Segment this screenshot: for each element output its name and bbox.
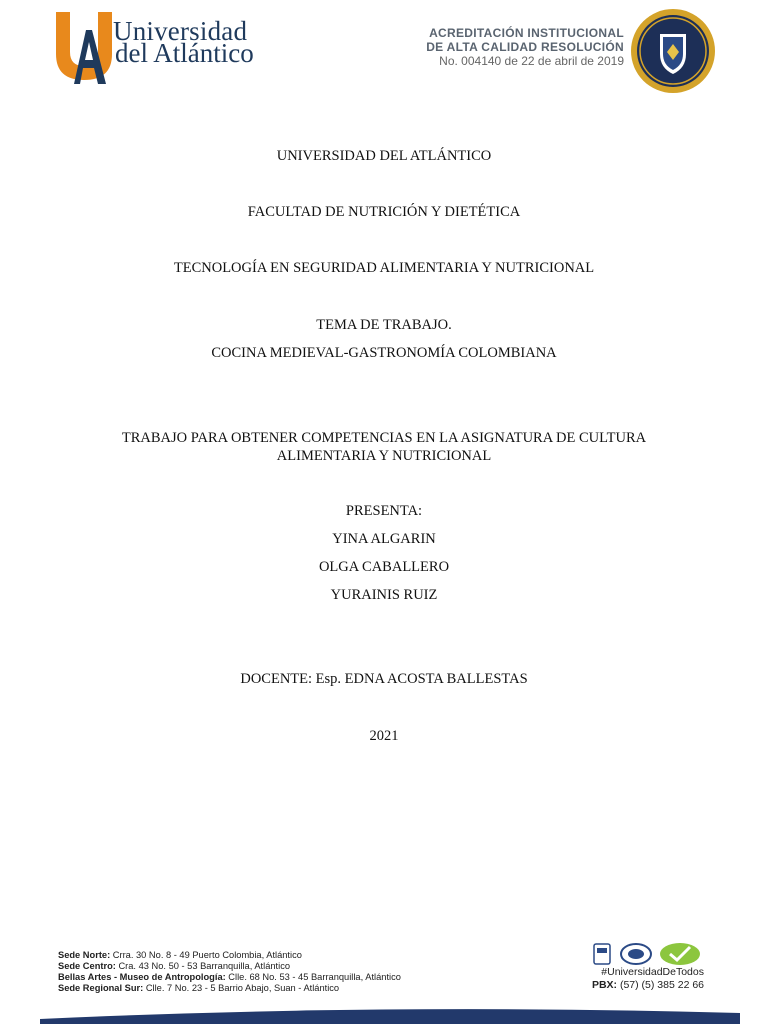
footer-decorative-bar (0, 1001, 768, 1024)
accreditation-text (426, 26, 624, 68)
cover-purpose: TRABAJO PARA OBTENER COMPETENCIAS EN LA ASIGNATURA DE CULTURA ALIMENTARIA Y NUTRICIONAL (121, 430, 647, 464)
address-label: Sede Regional Sur: (58, 983, 144, 993)
check-seal-icon (660, 943, 700, 965)
cover-author: YINA ALGARIN (332, 531, 436, 547)
accreditation-line1: ACREDITACIÓN INSTITUCIONAL (429, 26, 624, 40)
footer-address-line (58, 950, 401, 961)
university-name-line1: Universidad (113, 16, 248, 46)
cover-program: TECNOLOGÍA EN SEGURIDAD ALIMENTARIA Y NUTRICIONAL (173, 260, 595, 276)
footer-addresses (58, 950, 401, 994)
cover-university: UNIVERSIDAD DEL ATLÁNTICO (276, 148, 492, 164)
certification-badge-icon (594, 944, 610, 964)
address-text: Clle. 7 No. 23 - 5 Barrio Abajo, Suan - Atlántico (143, 983, 340, 993)
university-name-line2: del Atlántico (115, 38, 254, 68)
address-label: Sede Centro: (58, 961, 116, 971)
pbx-label: PBX: (591, 979, 618, 991)
cover-faculty: FACULTAD DE NUTRICIÓN Y DIETÉTICA (247, 204, 521, 220)
cover-teacher: DOCENTE: Esp. EDNA ACOSTA BALLESTAS (240, 671, 528, 687)
address-label: Sede Norte: (58, 950, 111, 960)
footer-hashtag: #UniversidadDeTodos (601, 966, 704, 978)
accreditation-line2: DE ALTA CALIDAD RESOLUCIÓN (426, 40, 624, 54)
pbx-number: (57) (5) 385 22 66 (617, 979, 704, 991)
footer-contact (592, 966, 704, 992)
address-text: Crra. 30 No. 8 - 49 Puerto Colombia, Atlántico (110, 950, 302, 960)
cover-presents-label: PRESENTA: (345, 503, 423, 519)
certification-logos (590, 942, 706, 966)
address-text: Clle. 68 No. 53 - 45 Barranquilla, Atlántico (225, 972, 401, 982)
letterhead-header (0, 0, 768, 110)
footer-address-line (58, 961, 401, 972)
cover-author: YURAINIS RUIZ (330, 587, 438, 603)
address-text: Cra. 43 No. 50 - 53 Barranquilla, Atlántico (115, 961, 291, 971)
footer-address-line (58, 972, 401, 983)
cover-author: OLGA CABALLERO (318, 559, 450, 575)
address-label: Bellas Artes - Museo de Antropología: (58, 972, 226, 982)
university-logo-icon (52, 10, 116, 86)
certification-seal-icon (621, 944, 651, 964)
cover-topic-label: TEMA DE TRABAJO. (316, 317, 452, 333)
footer-address-line (58, 983, 401, 994)
cover-topic: COCINA MEDIEVAL-GASTRONOMÍA COLOMBIANA (211, 345, 557, 361)
accreditation-seal-icon (630, 8, 716, 94)
accreditation-line3: No. 004140 de 22 de abril de 2019 (439, 54, 624, 68)
footer-pbx (592, 979, 704, 992)
cover-year: 2021 (369, 728, 399, 744)
university-wordmark (113, 16, 254, 68)
